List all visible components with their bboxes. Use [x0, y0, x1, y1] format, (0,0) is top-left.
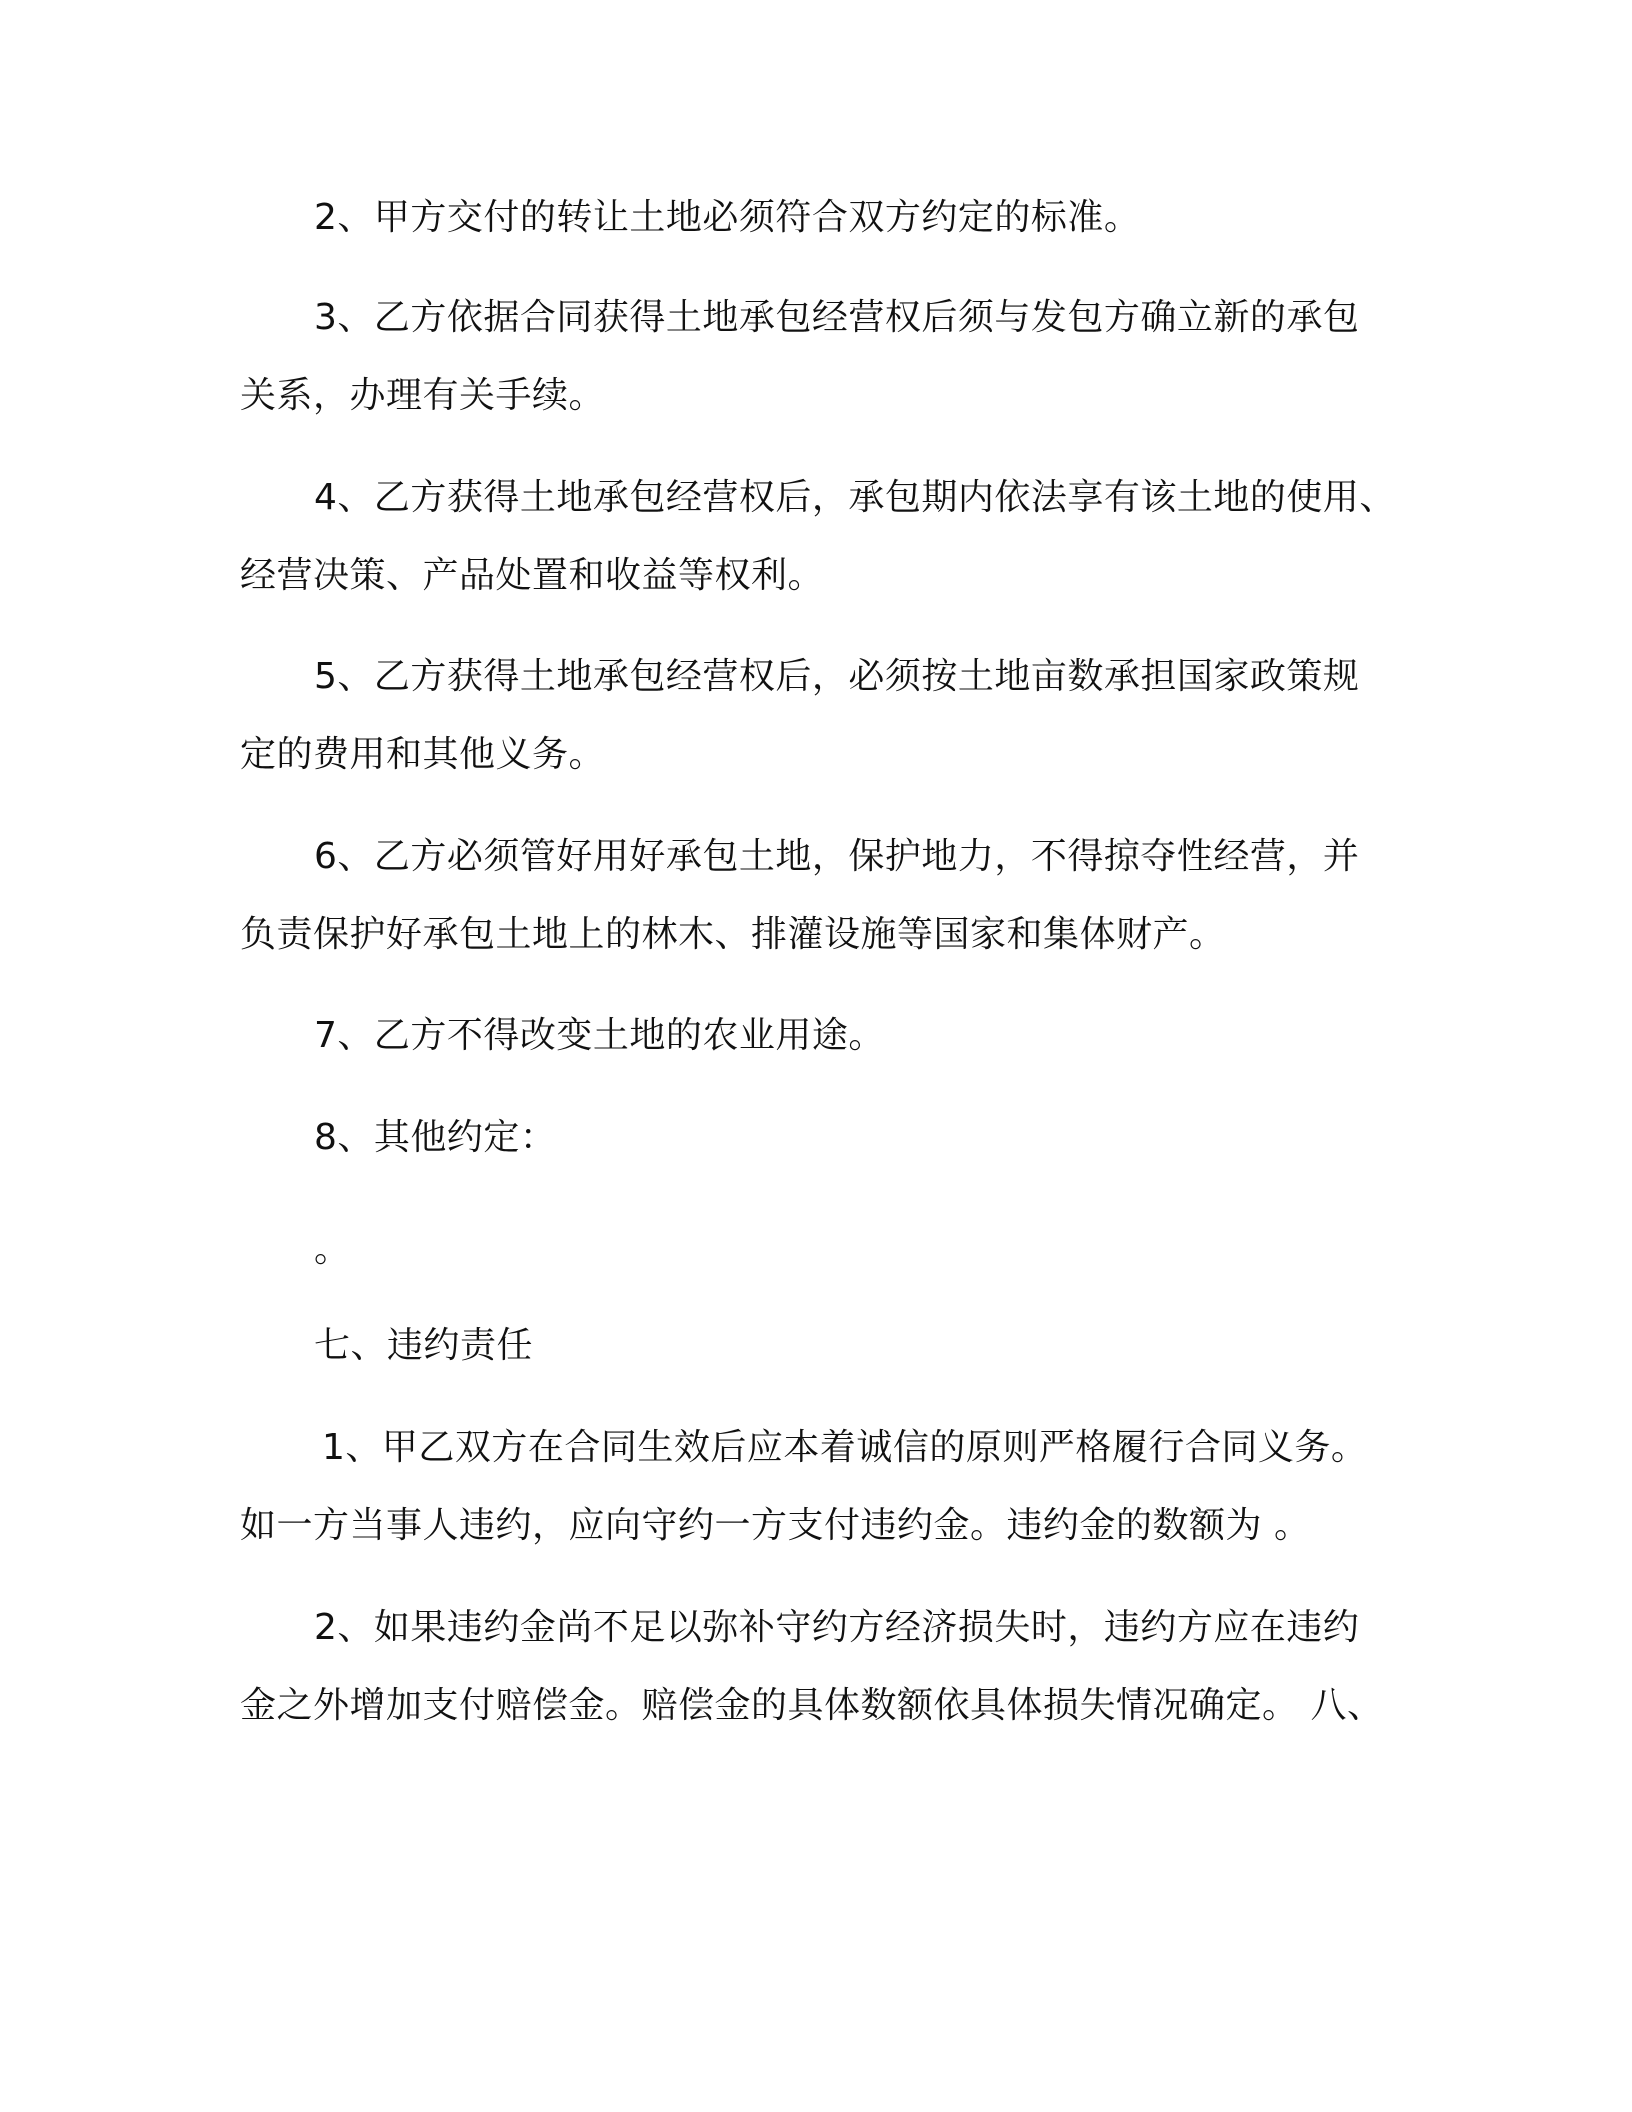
clause-3-line-1: 3、乙方依据合同获得土地承包经营权后须与发包方确立新的承包: [314, 297, 1360, 338]
section-7-item-1-line-2: 如一方当事人违约，应向守约一方支付违约金。违约金的数额为 。: [240, 1505, 1311, 1546]
section-7-item-2-line-1: 2、如果违约金尚不足以弥补守约方经济损失时，违约方应在违约: [314, 1607, 1360, 1648]
clause-2-line-1: 2、甲方交付的转让土地必须符合双方约定的标准。: [314, 197, 1141, 238]
clause-3-line-2: 关系，办理有关手续。: [240, 375, 606, 416]
clause-8-line-1: 8、其他约定：: [314, 1117, 557, 1158]
clause-4-line-2: 经营决策、产品处置和收益等权利。: [240, 555, 825, 596]
clause-5-line-1: 5、乙方获得土地承包经营权后，必须按土地亩数承担国家政策规: [314, 656, 1360, 697]
section-7-heading: 七、违约责任: [314, 1325, 534, 1366]
clause-6-line-1: 6、乙方必须管好用好承包土地，保护地力，不得掠夺性经营，并: [314, 836, 1360, 877]
clause-8-line-2: 。: [314, 1229, 351, 1270]
section-7-item-2-line-2: 金之外增加支付赔偿金。赔偿金的具体数额依具体损失情况确定。 八、: [240, 1685, 1384, 1726]
clause-5-line-2: 定的费用和其他义务。: [240, 734, 606, 775]
clause-7-line-1: 7、乙方不得改变土地的农业用途。: [314, 1015, 885, 1056]
clause-4-line-1: 4、乙方获得土地承包经营权后，承包期内依法享有该土地的使用、: [314, 477, 1396, 518]
section-7-item-1-line-1: 1、甲乙双方在合同生效后应本着诚信的原则严格履行合同义务。: [322, 1427, 1368, 1468]
clause-6-line-2: 负责保护好承包土地上的林木、排灌设施等国家和集体财产。: [240, 914, 1226, 955]
